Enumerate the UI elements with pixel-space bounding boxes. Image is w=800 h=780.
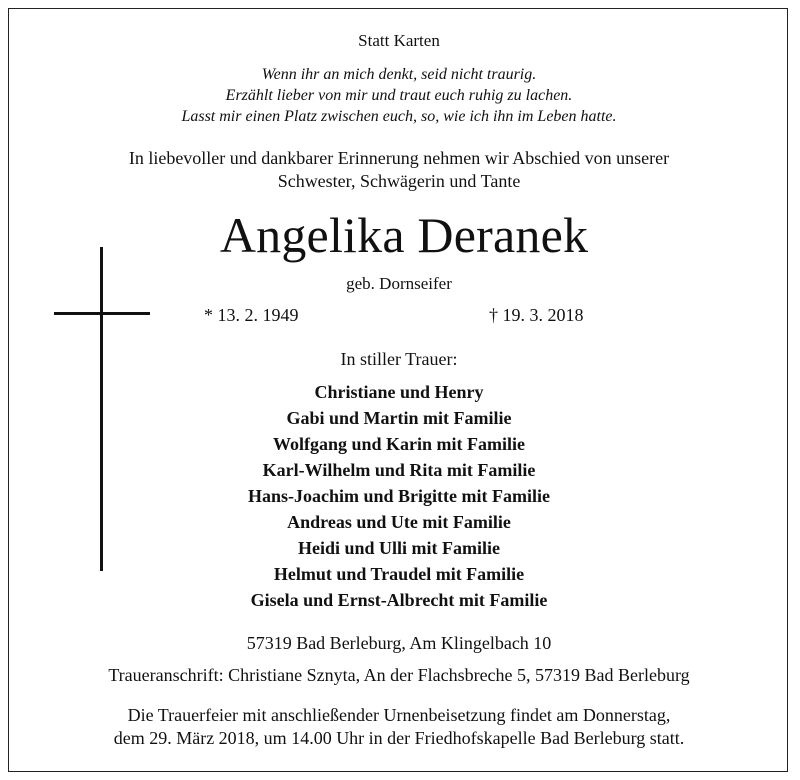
header-text: Statt Karten [358,31,440,50]
mourner-line: Christiane und Henry [314,382,484,402]
mourner-line: Andreas und Ute mit Familie [287,512,511,532]
motto-line-2: Erzählt lieber von mir und traut euch ruhig zu lachen. [225,87,573,104]
death-date: † 19. 3. 2018 [489,305,584,325]
deceased-name: Angelika Deranek [219,207,589,263]
maiden-name: geb. Dornseifer [346,274,452,293]
mourner-line: Gabi und Martin mit Familie [286,408,512,428]
motto-line-1: Wenn ihr an mich denkt, seid nicht traurig. [261,66,537,83]
obituary-notice [8,8,788,772]
mourner-line: Hans-Joachim und Brigitte mit Familie [248,486,550,506]
birth-date: * 13. 2. 1949 [204,305,299,325]
motto-line-3: Lasst mir einen Platz zwischen euch, so, wie ich ihn im Leben hatte. [181,108,617,125]
mourning-header: In stiller Trauer: [340,349,458,369]
cross-bar [54,312,150,315]
intro-line-2: Schwester, Schwägerin und Tante [277,171,521,191]
mourner-line: Wolfgang und Karin mit Familie [272,434,526,454]
address-line: 57319 Bad Berleburg, Am Klingelbach 10 [246,633,552,653]
service-line-2: dem 29. März 2018, um 14.00 Uhr in der Friedhofskapelle Bad Berleburg statt. [113,728,685,748]
mourner-line: Helmut und Traudel mit Familie [273,564,525,584]
intro-line-1: In liebevoller und dankbarer Erinnerung nehmen wir Abschied von unserer [128,148,670,168]
service-line-1: Die Trauerfeier mit anschließender Urnenbeisetzung findet am Donnerstag, [127,705,671,725]
mourner-line: Heidi und Ulli mit Familie [297,538,500,558]
mourner-line: Gisela und Ernst-Albrecht mit Familie [250,590,548,610]
mourning-address-line: Traueranschrift: Christiane Sznyta, An der Flachsbreche 5, 57319 Bad Berleburg [108,665,690,685]
mourner-line: Karl-Wilhelm und Rita mit Familie [262,460,536,480]
